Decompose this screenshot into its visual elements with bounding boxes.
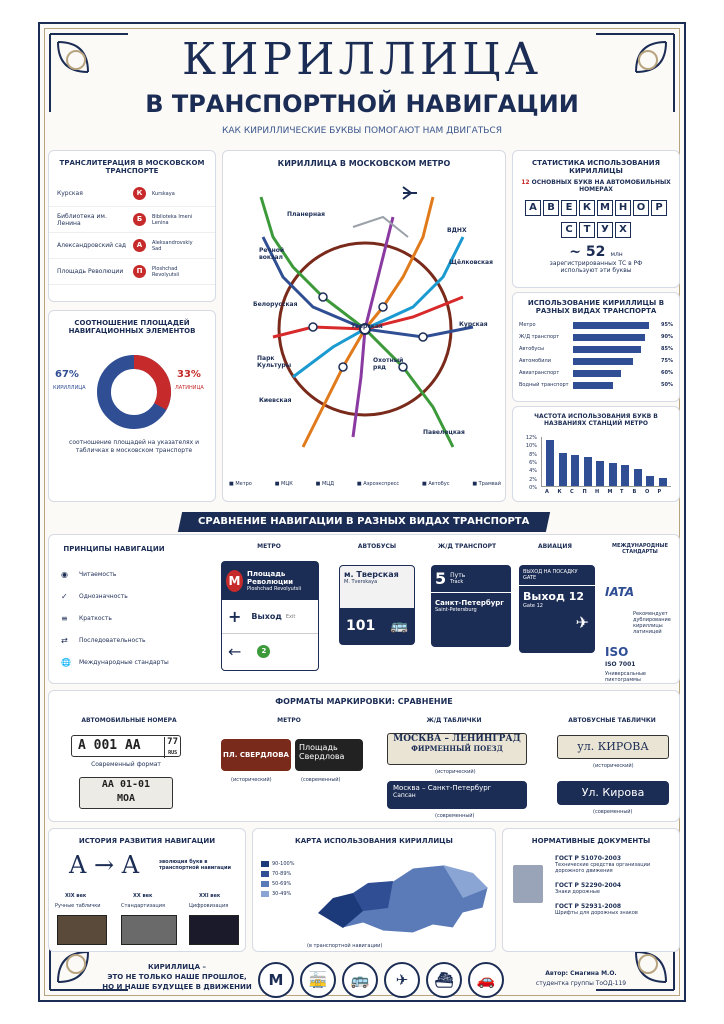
usage-bar: [573, 370, 621, 377]
freq-letter: К: [557, 489, 562, 495]
fmt-col-plates: АВТОМОБИЛЬНЫЕ НОМЕРА: [81, 717, 177, 724]
norm-code: ГОСТ Р 52931-2008: [555, 903, 622, 910]
plate-letter: У: [597, 222, 613, 238]
era-2: XX век: [133, 893, 153, 899]
principle-item: [61, 607, 191, 629]
ship-icon: ⛴: [426, 962, 462, 998]
station-label: Белорусская: [253, 301, 298, 308]
metro-old-note: (исторический): [231, 777, 272, 783]
poster: [38, 22, 686, 1002]
rail-track-lat: Track: [450, 579, 464, 585]
area-title: СООТНОШЕНИЕ ПЛОЩАДЕЙ НАВИГАЦИОННЫХ ЭЛЕМЕНТОВ: [68, 319, 196, 335]
usage-row: [513, 331, 679, 343]
usage-track: [573, 370, 653, 377]
letter-evolution: A → A: [69, 851, 140, 879]
freq-bar: [571, 455, 579, 486]
iso-note: Универсальные пиктограммы: [605, 671, 647, 683]
usage-label: Автомобили: [519, 358, 551, 364]
fmt-col-rail: Ж/Д ТАБЛИЧКИ: [426, 717, 482, 724]
translit-row: [49, 233, 215, 259]
translit-letter-badge: Б: [133, 213, 146, 226]
principle-label: Читаемость: [79, 570, 117, 578]
rail-old-note: (исторический): [435, 769, 476, 775]
freq-bar: [584, 457, 592, 486]
freq-card: [512, 406, 680, 502]
freq-letter: О: [645, 489, 650, 495]
norms-list: [555, 855, 675, 924]
station-label: Курская: [459, 321, 488, 328]
translit-title: ТРАНСЛИТЕРАЦИЯ В МОСКОВСКОМ ТРАНСПОРТЕ: [59, 159, 205, 175]
usage-label: Авиатранспорт: [519, 370, 560, 376]
poster-subtitle: В ТРАНСПОРТНОЙ НАВИГАЦИИ: [145, 90, 579, 118]
metro-map-title: КИРИЛЛИЦА В МОСКОВСКОМ МЕТРО: [277, 159, 451, 168]
metro-new-note: (современный): [301, 777, 341, 783]
map-legend-label: 30-49%: [272, 891, 292, 897]
bus-sign: [339, 565, 415, 645]
rail-track-num: 5: [435, 569, 447, 588]
area-right-pct: 33%: [177, 369, 201, 380]
translit-ru: Библиотека им. Ленина: [57, 212, 107, 227]
principle-label: Последовательность: [79, 636, 146, 644]
era-1-note: Ручные таблички: [55, 903, 101, 909]
stats-big-unit: млн: [610, 251, 623, 258]
plate-letter: Х: [615, 222, 631, 238]
air-gate-lat: Gate 12: [523, 603, 543, 609]
freq-letter: Н: [595, 489, 600, 495]
freq-bar: [596, 461, 604, 486]
usage-bar: [573, 382, 613, 389]
bus-new-sign: Ул. Кирова: [557, 781, 669, 805]
bus-sign-lat: M. Tverskaya: [344, 579, 378, 585]
freq-letter: Р: [657, 489, 662, 495]
freq-tick: 6%: [529, 459, 537, 466]
usage-track: [573, 358, 653, 365]
station-label: Парк Культуры: [257, 355, 292, 369]
air-top: ВЫХОД НА ПОСАДКУ: [523, 569, 578, 575]
translit-row: [49, 259, 215, 285]
metro-line-badge: 2: [257, 645, 270, 658]
metro-icon: M: [258, 962, 294, 998]
translit-letter-badge: П: [133, 265, 146, 278]
map-legend-item: [261, 869, 321, 879]
translit-letter-badge: К: [133, 187, 146, 200]
letters-grid: [513, 195, 679, 239]
plate-modern-note: Современный формат: [91, 761, 161, 768]
principle-icon: ⇄: [61, 635, 68, 645]
metro-sign: [221, 561, 319, 671]
footer-slogan: КИРИЛЛИЦА – ЭТО НЕ ТОЛЬКО НАШЕ ПРОШЛОЕ, НО И НАШЕ БУДУЩЕЕ В ДВИЖЕНИИ: [102, 963, 252, 991]
map-title: КАРТА ИСПОЛЬЗОВАНИЯ КИРИЛЛИЦЫ: [295, 837, 453, 845]
map-legend-label: 70-89%: [272, 871, 292, 877]
usage-label: Метро: [519, 322, 536, 328]
map-legend-swatch: [261, 871, 269, 877]
metro-legend: [229, 481, 501, 487]
freq-tick: 12%: [525, 435, 537, 441]
stats-big-note: зарегистрированных ТС в РФ используют эти буквы: [549, 260, 643, 274]
freq-tick: 2%: [529, 476, 537, 483]
formats-card: [48, 690, 680, 822]
plate-letter: К: [579, 200, 595, 216]
plate-letter: А: [525, 200, 541, 216]
legend-item: ■ МЦК: [274, 481, 293, 487]
station-label: Охотный ряд: [373, 357, 404, 371]
stats-count-text: ОСНОВНЫХ БУКВ НА АВТОМОБИЛЬНЫХ НОМЕРАХ: [531, 179, 671, 193]
norm-text: Знаки дорожные: [555, 889, 600, 895]
air-sign: [519, 565, 595, 653]
usage-row: [513, 319, 679, 331]
freq-letter: М: [607, 489, 613, 495]
usage-row: [513, 343, 679, 355]
freq-tick: 10%: [525, 443, 537, 450]
poster-tagline: КАК КИРИЛЛИЧЕСКИЕ БУКВЫ ПОМОГАЮТ НАМ ДВИГАТЬСЯ: [222, 126, 502, 136]
norms-title: НОРМАТИВНЫЕ ДОКУМЕНТЫ: [531, 837, 651, 845]
usage-track: [573, 322, 653, 329]
arrow-left-icon: ←: [228, 641, 242, 661]
map-legend-swatch: [261, 861, 269, 867]
usage-value: 60%: [661, 370, 673, 376]
station-label: Речной вокзал: [259, 247, 285, 261]
iata-logo: IATA: [605, 585, 635, 599]
freq-bar: [621, 465, 629, 486]
area-note: соотношение площадей на указателях и табличках в московском транспорте: [69, 439, 199, 454]
usage-bar: [573, 322, 649, 329]
bus-sign-num: 101: [346, 618, 376, 634]
legend-item: ■ Метро: [229, 481, 252, 487]
map-legend-item: [261, 859, 321, 869]
principle-label: Краткость: [79, 614, 112, 622]
map-legend: [261, 859, 321, 899]
norm-doc: [555, 882, 675, 895]
footer-author: Автор: Смагина М.О.: [545, 970, 617, 977]
station-label: Тверская: [351, 323, 383, 330]
freq-tick: 4%: [529, 468, 537, 475]
russia-map: [313, 853, 493, 943]
usage-chart: [513, 319, 679, 391]
plate-old: АА 01-01 МОА: [79, 777, 173, 809]
principle-label: Однозначность: [79, 592, 128, 600]
area-right-label: ЛАТИНИЦА: [175, 385, 204, 391]
photo-standard-sign: [121, 915, 177, 945]
station-label: Киевская: [259, 397, 292, 404]
rail-new-sign: Москва – Санкт-Петербург Сапсан: [387, 781, 527, 809]
usage-value: 50%: [661, 382, 673, 388]
plate-letter: Е: [561, 200, 577, 216]
metro-new-sign: Площадь Свердлова: [295, 739, 363, 771]
translit-ru: Курская: [57, 190, 83, 197]
footer-group: студентка группы ТоОД-119: [535, 980, 627, 987]
tram-icon: 🚋: [300, 962, 336, 998]
usage-track: [573, 382, 653, 389]
usage-value: 75%: [661, 358, 673, 364]
principle-item: [61, 629, 191, 651]
usage-title: ИСПОЛЬЗОВАНИЕ КИРИЛЛИЦЫ В РАЗНЫХ ВИДАХ ТРАНСПОРТА: [527, 299, 665, 315]
legend-item: ■ Трамвай: [472, 481, 501, 487]
translit-row: [49, 181, 215, 207]
rail-new-note: (современный): [435, 813, 475, 819]
metro-m-icon: М: [226, 570, 243, 592]
principle-item: [61, 651, 191, 673]
usage-track: [573, 346, 653, 353]
freq-bar: [659, 478, 667, 486]
map-legend-label: 50-69%: [272, 881, 292, 887]
map-note: (в транспортной навигации): [307, 943, 383, 949]
history-note: эволюция букв в транспортной навигации: [159, 859, 231, 871]
norm-doc: [555, 855, 675, 874]
metro-old-sign: ПЛ. СВЕРДЛОВА: [221, 739, 291, 771]
stats-title: СТАТИСТИКА ИСПОЛЬЗОВАНИЯ КИРИЛЛИЦЫ: [531, 159, 661, 175]
map-legend-swatch: [261, 881, 269, 887]
photo-digital-sign: [189, 915, 239, 945]
stats-big: ~ 52: [569, 244, 606, 260]
usage-value: 95%: [661, 322, 673, 328]
era-1: XIX век: [65, 893, 87, 899]
col-title-air: АВИАЦИЯ: [537, 543, 573, 550]
plate-letter: С: [561, 222, 577, 238]
usage-row: [513, 379, 679, 391]
norms-card: [502, 828, 680, 952]
freq-letter: В: [632, 489, 637, 495]
translit-letter-badge: А: [133, 239, 146, 252]
bus-old-sign: ул. КИРОВА: [557, 735, 669, 759]
metro-sign-name: Площадь Революции: [246, 570, 294, 586]
norm-doc: [555, 903, 675, 916]
freq-title: ЧАСТОТА ИСПОЛЬЗОВАНИЯ БУКВ В НАЗВАНИЯХ СТАНЦИЙ МЕТРО: [534, 413, 658, 427]
station-label: ВДНХ: [447, 227, 467, 234]
document-icon: [513, 865, 543, 903]
bus-icon: 🚌: [342, 962, 378, 998]
col-title-rail: Ж/Д ТРАНСПОРТ: [437, 543, 497, 550]
plate-letter: Р: [651, 200, 667, 216]
usage-label: Водный транспорт: [519, 382, 569, 388]
iata-note: Рекомендует дублирование кириллицы латиницей: [633, 611, 671, 635]
plate-letter: О: [633, 200, 649, 216]
principle-label: Международные стандарты: [79, 658, 169, 666]
legend-item: ■ Аэроэкспресс: [356, 481, 400, 487]
era-3: XXI век: [199, 893, 221, 899]
fmt-col-bus: АВТОБУСНЫЕ ТАБЛИЧКИ: [568, 717, 656, 724]
formats-title: ФОРМАТЫ МАРКИРОВКИ: СРАВНЕНИЕ: [275, 697, 453, 706]
map-legend-label: 90-100%: [272, 861, 295, 867]
plate-letter: В: [543, 200, 559, 216]
photo-old-sign: [57, 915, 107, 945]
stats-count: 12: [521, 179, 530, 186]
bus-new-note: (современный): [593, 809, 633, 815]
metro-sign-exit: Выход: [251, 612, 282, 621]
freq-bar: [559, 453, 567, 486]
rail-city: Санкт-Петербург: [435, 599, 504, 607]
principle-item: [61, 563, 191, 585]
freq-bar: [546, 440, 554, 486]
translit-row: [49, 207, 215, 233]
legend-item: ■ Автобус: [422, 481, 450, 487]
principle-icon: ≡: [61, 613, 68, 623]
era-3-note: Цифровизация: [189, 903, 229, 909]
usage-bar: [573, 346, 641, 353]
col-title-intl: МЕЖДУНАРОДНЫЕ СТАНДАРТЫ: [611, 543, 669, 555]
usage-row: [513, 355, 679, 367]
freq-bar: [634, 469, 642, 486]
rail-old-sign: МОСКВА – ЛЕНИНГРАД ФИРМЕННЫЙ ПОЕЗД: [387, 733, 527, 765]
norm-code: ГОСТ Р 52290-2004: [555, 882, 622, 889]
freq-tick: 8%: [529, 451, 537, 458]
freq-x-axis: [541, 489, 671, 499]
rail-track-label: Путь: [450, 572, 466, 579]
plate-letter: М: [597, 200, 613, 216]
air-gate: Выход 12: [523, 590, 585, 603]
translit-lat: Aleksandrovskiy Sad: [152, 239, 193, 252]
area-left-pct: 67%: [55, 369, 79, 380]
rail-sign: [431, 565, 511, 647]
usage-value: 90%: [661, 334, 673, 340]
principle-item: [61, 585, 191, 607]
col-title-bus: АВТОБУСЫ: [357, 543, 397, 550]
norm-text: Технические средства организации дорожного движения: [555, 862, 651, 874]
translit-lat: Biblioteka Imeni Lenina: [152, 213, 193, 226]
principle-icon: ✓: [61, 591, 68, 601]
usage-card: [512, 292, 680, 402]
bus-icon: 🚌: [390, 618, 408, 634]
usage-bar: [573, 358, 633, 365]
map-legend-swatch: [261, 891, 269, 897]
freq-letter: П: [582, 489, 587, 495]
map-legend-item: [261, 889, 321, 899]
translit-lat: Kurskaya: [152, 190, 175, 197]
map-card: [252, 828, 496, 952]
legend-item: ■ МЦД: [315, 481, 335, 487]
history-card: [48, 828, 246, 952]
area-card: [48, 310, 216, 502]
usage-track: [573, 334, 653, 341]
bus-old-note: (исторический): [593, 763, 634, 769]
freq-letter: А: [545, 489, 549, 495]
history-title: ИСТОРИЯ РАЗВИТИЯ НАВИГАЦИИ: [78, 837, 216, 845]
plate-letter: Т: [579, 222, 595, 238]
freq-tick: 0%: [529, 484, 537, 491]
freq-chart: [541, 437, 671, 487]
translit-ru: Александровский сад: [57, 242, 127, 249]
plate-modern: А 001 АА 77 RUS: [71, 735, 181, 757]
freq-letter: Т: [620, 489, 624, 495]
iso-logo: ISO: [605, 645, 629, 659]
norm-code: ГОСТ Р 51070-2003: [555, 855, 622, 862]
station-label: Щёлковская: [449, 259, 493, 266]
translit-list: [49, 181, 215, 285]
usage-label: Ж/Д транспорт: [519, 334, 560, 340]
usage-label: Автобусы: [519, 346, 545, 352]
translit-ru: Площадь Революции: [57, 268, 124, 275]
compare-card: [48, 534, 680, 684]
principle-icon: ◉: [61, 569, 68, 579]
plus-icon: +: [228, 607, 242, 626]
station-label: Павелецкая: [423, 429, 465, 436]
area-donut: [95, 353, 173, 431]
principles-list: [61, 563, 191, 673]
rail-city-lat: Saint-Petersburg: [435, 607, 477, 613]
car-icon: 🚗: [468, 962, 504, 998]
plane-icon: ✈: [384, 962, 420, 998]
air-top-lat: GATE: [523, 575, 537, 581]
area-left-label: КИРИЛЛИЦА: [53, 385, 86, 391]
map-legend-item: [261, 879, 321, 889]
usage-row: [513, 367, 679, 379]
metro-sign-lat: Ploshchad Revolyutsii: [246, 586, 302, 592]
stats-card: [512, 150, 680, 288]
translit-lat: Ploshchad Revolyutsii: [152, 265, 180, 278]
metro-map-card: [222, 150, 506, 502]
station-label: Планерная: [287, 211, 326, 218]
iso-num: ISO 7001: [605, 661, 636, 668]
freq-bar: [609, 463, 617, 486]
freq-bar: [646, 476, 654, 486]
era-2-note: Стандартизация: [121, 903, 165, 909]
plane-icon: ✈: [575, 613, 589, 632]
compare-band: СРАВНЕНИЕ НАВИГАЦИИ В РАЗНЫХ ВИДАХ ТРАНСПОРТА: [178, 512, 550, 532]
metro-sign-exit-lat: Exit: [285, 613, 296, 620]
plate-letter: Н: [615, 200, 631, 216]
principles-title: ПРИНЦИПЫ НАВИГАЦИИ: [63, 545, 165, 553]
poster-title: КИРИЛЛИЦА: [182, 34, 542, 85]
usage-bar: [573, 334, 645, 341]
principle-icon: 🌐: [61, 657, 71, 667]
bus-sign-name: м. Тверская: [344, 570, 399, 579]
freq-y-axis: [519, 435, 537, 491]
fmt-col-metro: МЕТРО: [277, 717, 301, 724]
usage-value: 85%: [661, 346, 673, 352]
translit-card: [48, 150, 216, 302]
freq-letter: С: [570, 489, 574, 495]
col-title-metro: МЕТРО: [257, 543, 281, 550]
norm-text: Шрифты для дорожных знаков: [555, 910, 638, 916]
